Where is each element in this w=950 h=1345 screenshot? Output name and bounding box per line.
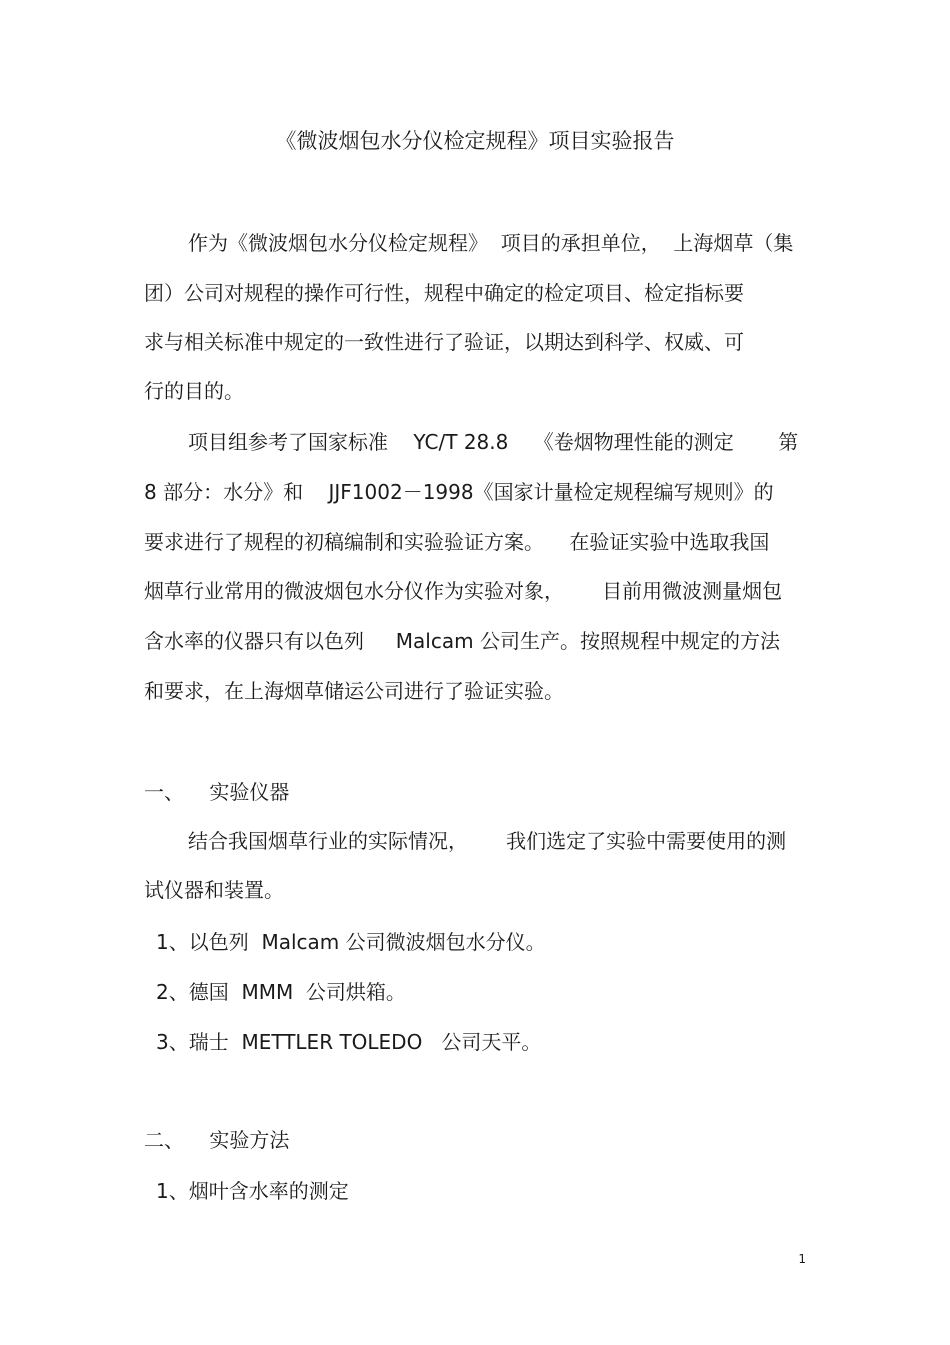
paragraph-line: 团）公司对规程的操作可行性，规程中确定的检定项目、检定指标要: [144, 281, 744, 305]
page-title: 《微波烟包水分仪检定规程》项目实验报告: [275, 129, 675, 153]
page-number: 1: [798, 1252, 806, 1266]
paragraph-line: 试仪器和装置。: [144, 878, 284, 902]
paragraph-line: 求与相关标准中规定的一致性进行了验证，以期达到科学、权威、可: [144, 330, 744, 354]
list-item: 1、以色列 Malcam 公司微波烟包水分仪。: [156, 930, 546, 954]
section-heading: 一、 实验仪器: [144, 780, 290, 804]
paragraph-line: 行的目的。: [144, 379, 244, 403]
list-item: 2、德国 MMM 公司烘箱。: [156, 980, 406, 1004]
section-heading: 二、 实验方法: [144, 1128, 290, 1152]
list-item: 1、烟叶含水率的测定: [156, 1179, 349, 1203]
paragraph-line: 8 部分：水分》和 JJF1002－1998《国家计量检定规程编写规则》的: [144, 480, 774, 504]
paragraph-line: 含水率的仪器只有以色列 Malcam 公司生产。按照规程中规定的方法: [144, 629, 780, 653]
paragraph-line: 作为《微波烟包水分仪检定规程》 项目的承担单位， 上海烟草（集: [188, 231, 794, 255]
paragraph-line: 结合我国烟草行业的实际情况， 我们选定了实验中需要使用的测: [188, 829, 787, 853]
paragraph-line: 和要求，在上海烟草储运公司进行了验证实验。: [144, 679, 564, 703]
list-item: 3、瑞士 METTLER TOLEDO 公司天平。: [156, 1030, 542, 1054]
paragraph-line: 要求进行了规程的初稿编制和实验验证方案。 在验证实验中选取我国: [144, 530, 770, 554]
paragraph-line: 项目组参考了国家标准 YC/T 28.8 《卷烟物理性能的测定 第: [188, 430, 799, 454]
paragraph-line: 烟草行业常用的微波烟包水分仪作为实验对象， 目前用微波测量烟包: [144, 579, 783, 603]
